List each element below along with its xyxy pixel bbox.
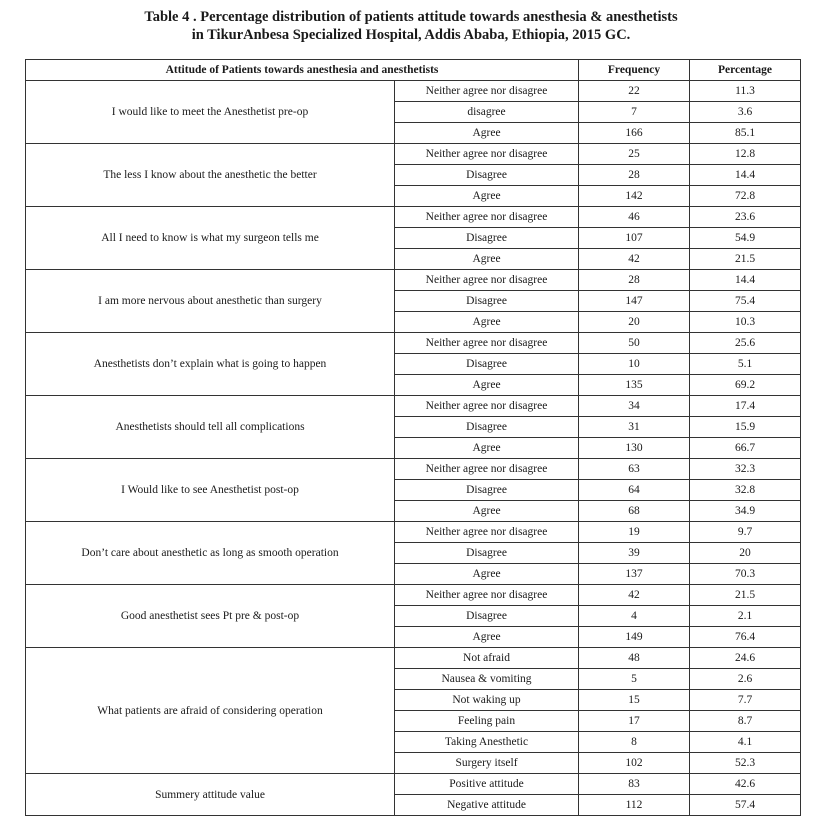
frequency-cell: 68: [579, 501, 690, 522]
response-cell: Disagree: [395, 543, 579, 564]
frequency-cell: 19: [579, 522, 690, 543]
percentage-cell: 32.8: [690, 480, 801, 501]
percentage-cell: 32.3: [690, 459, 801, 480]
percentage-cell: 14.4: [690, 270, 801, 291]
table-row: [26, 522, 801, 543]
percentage-cell: 85.1: [690, 123, 801, 144]
header-percentage: Percentage: [690, 60, 801, 81]
percentage-cell: 72.8: [690, 186, 801, 207]
percentage-cell: 2.1: [690, 606, 801, 627]
attitude-item: Good anesthetist sees Pt pre & post-op: [26, 585, 395, 648]
percentage-cell: 7.7: [690, 690, 801, 711]
response-cell: disagree: [395, 102, 579, 123]
attitude-item: What patients are afraid of considering operation: [26, 648, 395, 774]
frequency-cell: 166: [579, 123, 690, 144]
response-cell: Neither agree nor disagree: [395, 144, 579, 165]
frequency-cell: 31: [579, 417, 690, 438]
response-cell: Neither agree nor disagree: [395, 333, 579, 354]
header-row: [26, 60, 801, 81]
frequency-cell: 102: [579, 753, 690, 774]
percentage-cell: 23.6: [690, 207, 801, 228]
table-row: [26, 585, 801, 606]
header-frequency: Frequency: [579, 60, 690, 81]
percentage-cell: 2.6: [690, 669, 801, 690]
frequency-cell: 63: [579, 459, 690, 480]
frequency-cell: 28: [579, 270, 690, 291]
frequency-cell: 142: [579, 186, 690, 207]
frequency-cell: 50: [579, 333, 690, 354]
frequency-cell: 7: [579, 102, 690, 123]
percentage-cell: 10.3: [690, 312, 801, 333]
percentage-cell: 11.3: [690, 81, 801, 102]
percentage-cell: 69.2: [690, 375, 801, 396]
response-cell: Disagree: [395, 354, 579, 375]
table-row: [26, 207, 801, 228]
frequency-cell: 83: [579, 774, 690, 795]
frequency-cell: 39: [579, 543, 690, 564]
percentage-cell: 4.1: [690, 732, 801, 753]
frequency-cell: 46: [579, 207, 690, 228]
response-cell: Neither agree nor disagree: [395, 459, 579, 480]
response-cell: Agree: [395, 501, 579, 522]
response-cell: Nausea & vomiting: [395, 669, 579, 690]
frequency-cell: 22: [579, 81, 690, 102]
percentage-cell: 76.4: [690, 627, 801, 648]
percentage-cell: 3.6: [690, 102, 801, 123]
response-cell: Neither agree nor disagree: [395, 396, 579, 417]
response-cell: Taking Anesthetic: [395, 732, 579, 753]
response-cell: Disagree: [395, 480, 579, 501]
frequency-cell: 42: [579, 585, 690, 606]
response-cell: Agree: [395, 438, 579, 459]
table-row: [26, 774, 801, 795]
frequency-cell: 5: [579, 669, 690, 690]
percentage-cell: 12.8: [690, 144, 801, 165]
response-cell: Negative attitude: [395, 795, 579, 816]
response-cell: Not afraid: [395, 648, 579, 669]
response-cell: Agree: [395, 186, 579, 207]
response-cell: Not waking up: [395, 690, 579, 711]
table-row: [26, 648, 801, 669]
frequency-cell: 48: [579, 648, 690, 669]
frequency-cell: 130: [579, 438, 690, 459]
percentage-cell: 21.5: [690, 585, 801, 606]
frequency-cell: 4: [579, 606, 690, 627]
response-cell: Feeling pain: [395, 711, 579, 732]
response-cell: Positive attitude: [395, 774, 579, 795]
response-cell: Agree: [395, 249, 579, 270]
frequency-cell: 149: [579, 627, 690, 648]
percentage-cell: 24.6: [690, 648, 801, 669]
response-cell: Disagree: [395, 606, 579, 627]
response-cell: Disagree: [395, 291, 579, 312]
response-cell: Disagree: [395, 228, 579, 249]
attitude-item: Anesthetists don’t explain what is going to happen: [26, 333, 395, 396]
table-row: [26, 333, 801, 354]
frequency-cell: 34: [579, 396, 690, 417]
response-cell: Surgery itself: [395, 753, 579, 774]
response-cell: Agree: [395, 627, 579, 648]
response-cell: Neither agree nor disagree: [395, 270, 579, 291]
response-cell: Disagree: [395, 165, 579, 186]
percentage-cell: 8.7: [690, 711, 801, 732]
percentage-cell: 42.6: [690, 774, 801, 795]
caption-line-1: Table 4 . Percentage distribution of patients attitude towards anesthesia & anesthetists: [144, 9, 678, 25]
response-cell: Agree: [395, 375, 579, 396]
percentage-cell: 9.7: [690, 522, 801, 543]
response-cell: Neither agree nor disagree: [395, 81, 579, 102]
percentage-cell: 70.3: [690, 564, 801, 585]
frequency-cell: 25: [579, 144, 690, 165]
attitude-table: [25, 59, 801, 816]
percentage-cell: 17.4: [690, 396, 801, 417]
frequency-cell: 107: [579, 228, 690, 249]
percentage-cell: 34.9: [690, 501, 801, 522]
percentage-cell: 5.1: [690, 354, 801, 375]
frequency-cell: 64: [579, 480, 690, 501]
frequency-cell: 112: [579, 795, 690, 816]
attitude-item: I would like to meet the Anesthetist pre-op: [26, 81, 395, 144]
percentage-cell: 75.4: [690, 291, 801, 312]
response-cell: Agree: [395, 123, 579, 144]
response-cell: Agree: [395, 312, 579, 333]
frequency-cell: 20: [579, 312, 690, 333]
frequency-cell: 10: [579, 354, 690, 375]
frequency-cell: 137: [579, 564, 690, 585]
attitude-item: All I need to know is what my surgeon tells me: [26, 207, 395, 270]
frequency-cell: 15: [579, 690, 690, 711]
table-row: [26, 270, 801, 291]
frequency-cell: 17: [579, 711, 690, 732]
frequency-cell: 42: [579, 249, 690, 270]
table-row: [26, 459, 801, 480]
frequency-cell: 135: [579, 375, 690, 396]
frequency-cell: 8: [579, 732, 690, 753]
response-cell: Disagree: [395, 417, 579, 438]
frequency-cell: 28: [579, 165, 690, 186]
table-row: [26, 396, 801, 417]
response-cell: Neither agree nor disagree: [395, 207, 579, 228]
percentage-cell: 14.4: [690, 165, 801, 186]
caption-line-2: in TikurAnbesa Specialized Hospital, Addis Ababa, Ethiopia, 2015 GC.: [191, 27, 631, 43]
percentage-cell: 66.7: [690, 438, 801, 459]
header-attitude: Attitude of Patients towards anesthesia and anesthetists: [26, 60, 579, 81]
response-cell: Agree: [395, 564, 579, 585]
percentage-cell: 15.9: [690, 417, 801, 438]
response-cell: Neither agree nor disagree: [395, 522, 579, 543]
table-row: [26, 81, 801, 102]
percentage-cell: 54.9: [690, 228, 801, 249]
table-body: [26, 81, 801, 816]
frequency-cell: 147: [579, 291, 690, 312]
response-cell: Neither agree nor disagree: [395, 585, 579, 606]
attitude-item: The less I know about the anesthetic the better: [26, 144, 395, 207]
percentage-cell: 20: [690, 543, 801, 564]
table-caption: [0, 8, 822, 44]
percentage-cell: 52.3: [690, 753, 801, 774]
table-row: [26, 144, 801, 165]
attitude-item: Anesthetists should tell all complications: [26, 396, 395, 459]
attitude-item: Don’t care about anesthetic as long as smooth operation: [26, 522, 395, 585]
percentage-cell: 25.6: [690, 333, 801, 354]
attitude-item: I Would like to see Anesthetist post-op: [26, 459, 395, 522]
percentage-cell: 57.4: [690, 795, 801, 816]
attitude-item: Summery attitude value: [26, 774, 395, 816]
attitude-item: I am more nervous about anesthetic than surgery: [26, 270, 395, 333]
percentage-cell: 21.5: [690, 249, 801, 270]
